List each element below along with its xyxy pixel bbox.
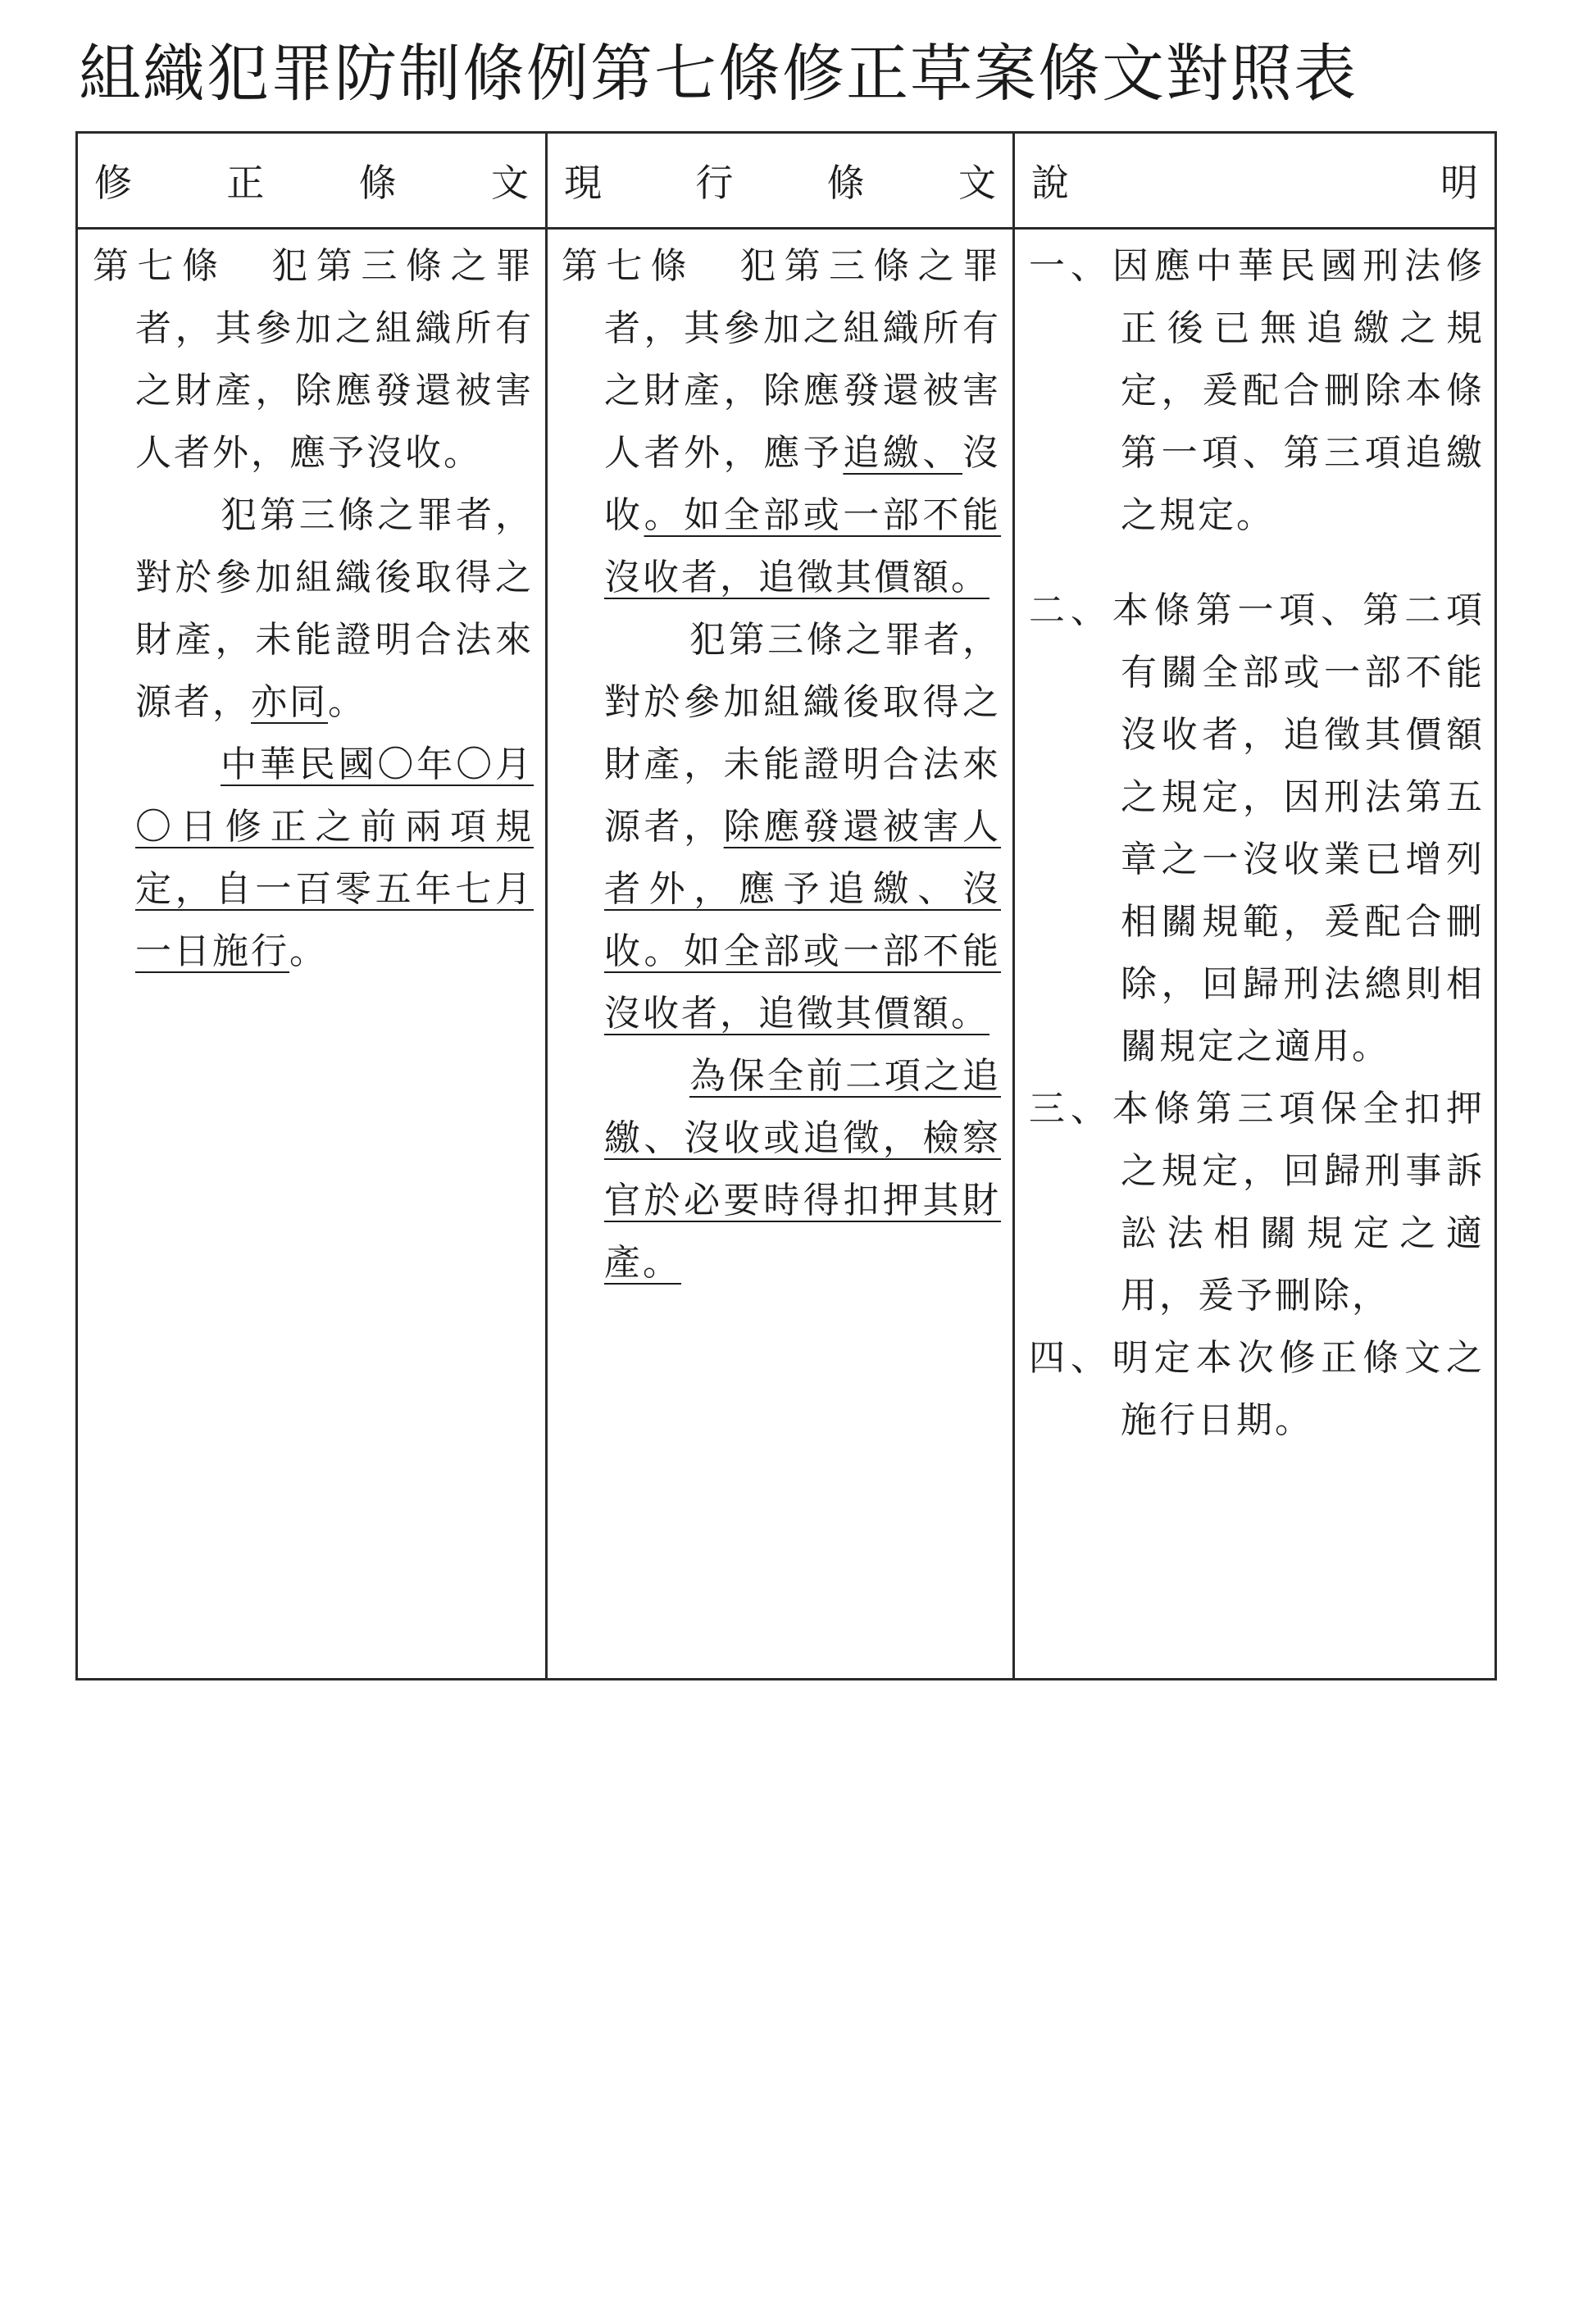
comparison-table: [75, 131, 1497, 1680]
underlined-text: 亦同: [251, 681, 328, 723]
paragraph-text: 犯第三條之罪者，其參加之組織所有之財產，除應發還被害人者外，應予: [604, 245, 1002, 474]
article-number: 第七條: [93, 245, 272, 287]
paragraph-text: 犯第三條之罪者，對於參加組織後取得之財產，未能證明合法來源者，: [604, 619, 1001, 848]
explanation-column: [1029, 235, 1485, 1452]
item-text: 明定本次修正條文之施行日期。: [1112, 1337, 1485, 1441]
explanation-item-4: [1029, 1327, 1485, 1452]
document-title: 組織犯罪防制條例第七條修正草案條文對照表: [79, 37, 1358, 110]
revised-paragraph-1: [93, 235, 534, 484]
header-char: 文: [958, 161, 996, 205]
header-current-text: [548, 134, 1012, 227]
article-number: 第七條: [562, 245, 740, 287]
current-paragraph-2: [562, 609, 1001, 1045]
item-number: 四、: [1029, 1337, 1112, 1379]
spacer: [1029, 547, 1485, 580]
header-char: 正: [226, 161, 265, 205]
item-number: 三、: [1029, 1088, 1112, 1130]
item-text: 因應中華民國刑法修正後已無追繳之規定，爰配合刪除本條第一項、第三項追繳之規定。: [1112, 245, 1485, 536]
item-number: 一、: [1029, 245, 1112, 287]
revised-paragraph-2: [93, 484, 534, 734]
underlined-text: 為保全前二項之追繳、沒收或追徵，檢察官於必要時得扣押其財產。: [604, 1055, 1001, 1284]
explanation-item-3: [1029, 1078, 1485, 1327]
column-divider: [1012, 134, 1015, 1678]
header-divider: [78, 227, 1494, 230]
header-char: 行: [695, 161, 734, 205]
header-explanation: [1015, 134, 1494, 227]
paragraph-text: 犯第三條之罪者，對於參加組織後取得之財產，未能證明合法來源者，: [135, 494, 534, 723]
item-number: 二、: [1029, 589, 1112, 631]
header-char: 修: [94, 161, 132, 205]
current-paragraph-3: [562, 1045, 1001, 1294]
explanation-item-1: [1029, 235, 1485, 547]
underlined-text: 除應發還被害人者外，應予追繳、沒收。如全部或一部不能沒收者，追徵其價額。: [604, 806, 1002, 1035]
paragraph-text: 犯第三條之罪者，其參加之組織所有之財產，除應發還被害人者外，應予沒收。: [135, 245, 535, 474]
column-divider: [545, 134, 548, 1678]
header-char: 文: [490, 161, 529, 205]
underlined-text: 。如全部或一部不能沒收者，追徵其價額。: [604, 494, 1002, 598]
revised-paragraph-3: [93, 734, 534, 983]
revised-text-column: [93, 235, 534, 983]
header-char: 明: [1440, 161, 1478, 205]
underlined-text: 追繳、: [843, 432, 963, 474]
current-text-column: [562, 235, 1001, 1294]
header-revised-text: [78, 134, 545, 227]
header-char: 條: [826, 161, 865, 205]
current-paragraph-1: [562, 235, 1001, 609]
item-text: 本條第一項、第二項有關全部或一部不能沒收者，追徵其價額之規定，因刑法第五章之一沒收業已增列相關規範，爰配合刪除，回歸刑法總則相關規定之適用。: [1112, 589, 1485, 1067]
header-char: 現: [564, 161, 602, 205]
header-char: 條: [358, 161, 397, 205]
paragraph-text: 沒收: [604, 432, 1002, 536]
item-text: 本條第三項保全扣押之規定，回歸刑事訴訟法相關規定之適用，爰予刪除，: [1112, 1088, 1485, 1317]
explanation-item-2: [1029, 580, 1485, 1078]
underlined-text: 中華民國〇年〇月〇日修正之前兩項規定，自一百零五年七月一日施行: [135, 744, 534, 972]
header-char: 說: [1031, 161, 1069, 205]
paragraph-end: 。: [289, 930, 328, 972]
paragraph-end: 。: [328, 681, 366, 723]
